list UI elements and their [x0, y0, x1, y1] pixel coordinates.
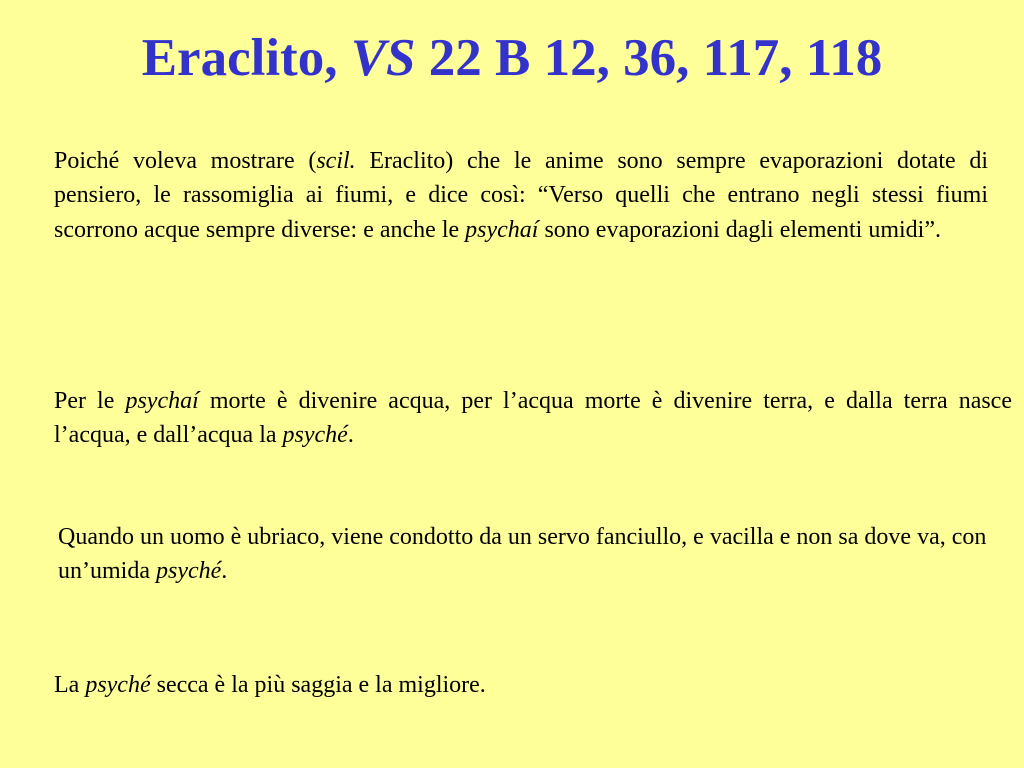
fragment-36-text-1: Per le [54, 388, 126, 414]
fragment-12-text-1: Poiché voleva mostrare ( [54, 148, 317, 174]
title-italic: VS [350, 29, 416, 87]
fragment-118-paragraph [54, 668, 954, 702]
fragment-117-text-2: . [221, 558, 228, 585]
fragment-118-italic-1: psyché [85, 672, 151, 698]
title-reference: 22 B 12, 36, 117, 118 [415, 29, 883, 87]
fragment-12-italic-1: scil. [316, 148, 356, 174]
fragment-12-paragraph [54, 144, 988, 247]
fragment-12-italic-2: psychaí [465, 216, 539, 243]
fragment-36-text-2: morte è divenire acqua, per l’acqua morte è divenire terra, e dalla terra nasce l’acqua, e dall’acqua la [54, 388, 1012, 449]
fragment-118-text-2: secca è la più saggia e la migliore. [150, 672, 486, 698]
fragment-12-text-2: Eraclito) che le anime sono sempre evaporazioni dotate di pensiero, le rassomiglia ai fiumi, e dice così: “Verso quelli che entrano negli stessi fiumi scorrono acque sempre diverse: e anche le [54, 148, 988, 243]
fragment-117-italic-1: psyché [155, 558, 222, 585]
fragment-117-text-1: Quando un uomo è ubriaco, viene condotto da un servo fanciullo, e vacilla e non sa dove va, con un’umida [58, 524, 987, 585]
fragment-36-italic-1: psychaí [125, 388, 199, 414]
fragment-36-text-3: . [347, 422, 354, 449]
fragment-118-text-1: La [54, 672, 86, 698]
fragment-117-paragraph [58, 520, 990, 589]
fragment-12-text-3: sono evaporazioni dagli elementi umidi”. [538, 216, 942, 243]
title-text: Eraclito, [141, 29, 351, 87]
slide-title [0, 28, 1024, 89]
fragment-36-italic-2: psyché [282, 422, 348, 449]
fragment-36-paragraph [54, 384, 1012, 453]
